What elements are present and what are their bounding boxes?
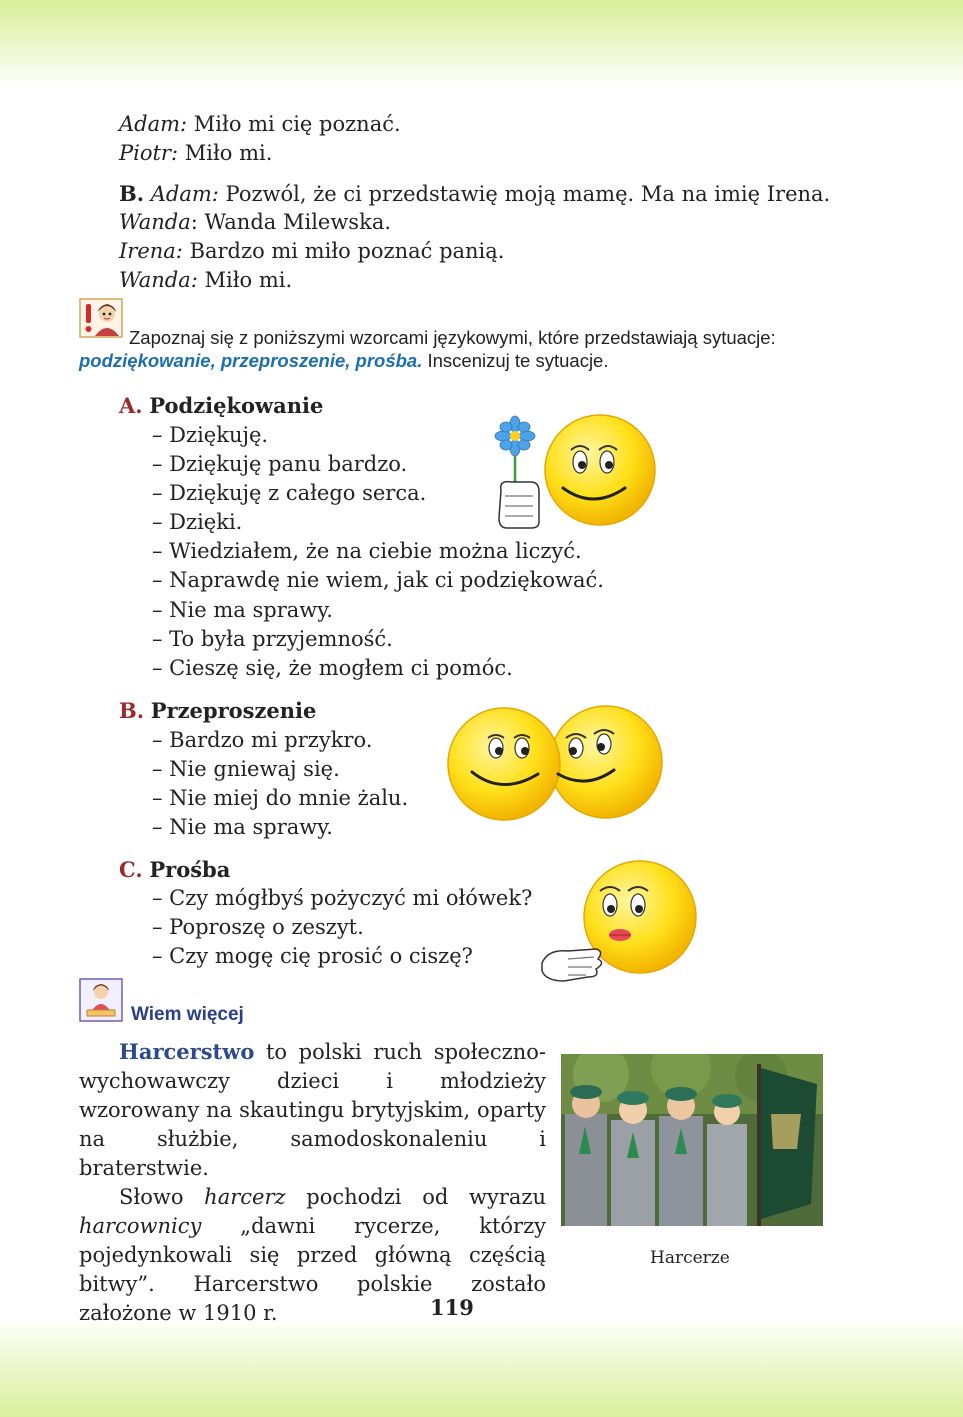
bottom-band — [0, 1318, 963, 1417]
teacher-exclamation-icon — [79, 298, 123, 338]
harcerstwo-term: Harcerstwo — [119, 1039, 255, 1064]
list-item: – Dzięki. — [152, 510, 243, 534]
photo-caption: Harcerze — [650, 1248, 730, 1268]
top-band — [0, 0, 963, 88]
dialog-line-adam-b: B. Adam: Pozwól, że ci przedstawię moją mamę. Ma na imię Irena. — [119, 181, 831, 206]
list-item: – Dziękuję panu bardzo. — [152, 452, 408, 476]
girl-reading-icon — [79, 978, 123, 1022]
list-item: – Poproszę o zeszyt. — [152, 915, 364, 939]
list-item: – Nie ma sprawy. — [152, 598, 333, 622]
list-item: – Dziękuję z całego serca. — [152, 481, 427, 505]
dialog-line-wanda: Wanda: Wanda Milewska. — [119, 210, 392, 234]
list-item: – Nie ma sprawy. — [152, 815, 333, 839]
list-item: – Nie miej do mnie żalu. — [152, 786, 409, 810]
dialog-line-wanda-2: Wanda: Miło mi. — [119, 268, 293, 292]
harcerze-photo — [561, 1054, 823, 1226]
task-instruction-line2: podziękowanie, przeproszenie, prośba. Inscenizuj te sytuacje. — [79, 350, 609, 371]
section-c-heading: C. Prośba — [119, 857, 231, 882]
dialog-line-adam: Adam: Miło mi cię poznać. — [119, 112, 401, 136]
section-b-heading: B. Przeproszenie — [119, 698, 317, 723]
wiem-wiecej-heading: Wiem więcej — [131, 1004, 244, 1025]
smiley-thumbs-up-flower-icon — [493, 410, 663, 532]
section-a-heading: A. Podziękowanie — [119, 393, 324, 418]
list-item: – Dziękuję. — [152, 423, 269, 447]
dialog-b-label: B. — [119, 181, 145, 206]
list-item: – To była przyjemność. — [152, 627, 393, 651]
list-item: – Naprawdę nie wiem, jak ci podziękować. — [152, 568, 604, 592]
list-item: – Czy mógłbyś pożyczyć mi ołówek? — [152, 886, 533, 910]
list-item: – Cieszę się, że mogłem ci pomóc. — [152, 656, 513, 680]
list-item: – Wiedziałem, że na ciebie można liczyć. — [152, 539, 582, 563]
dialog-line-irena: Irena: Bardzo mi miło poznać panią. — [119, 239, 505, 263]
smiley-asking-hand-icon — [538, 855, 698, 987]
two-smileys-icon — [446, 704, 664, 822]
dialog-line-piotr: Piotr: Miło mi. — [119, 141, 273, 165]
list-item: – Bardzo mi przykro. — [152, 728, 373, 752]
list-item: – Czy mogę cię prosić o ciszę? — [152, 944, 473, 968]
task-instruction-line1: Zapoznaj się z poniższymi wzorcami językowymi, które przedstawiają sytuacje: — [129, 327, 776, 348]
list-item: – Nie gniewaj się. — [152, 757, 340, 781]
page-number: 119 — [430, 1295, 474, 1320]
harcerstwo-paragraph: Harcerstwo to polski ruch społeczno-wychowawczy dzieci i młodzieży wzorowany na skautingu brytyjskim, oparty na służbie, samodoskonaleniu i braterstwie. Słowo harcerz pochodzi od wyrazu harcownicy „dawni rycerze, którzy pojedynkowali się przed główną częścią bitwy”. Harcerstwo polskie zostało założone w 1910 r. — [79, 1039, 546, 1325]
